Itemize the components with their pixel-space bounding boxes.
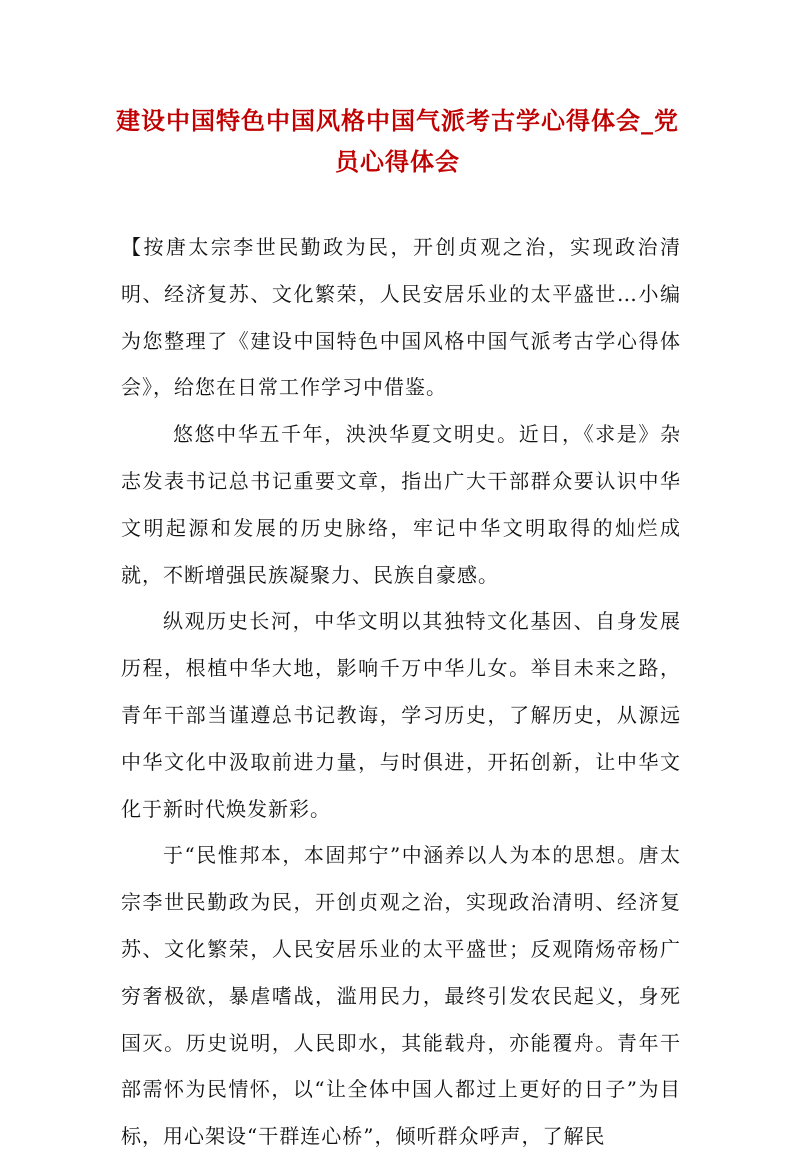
body-paragraph-1: 悠悠中华五千年，泱泱华夏文明史。近日，《求是》杂志发表书记总书记重要文章，指出广大干部群众要认识中华文明起源和发展的历史脉络，牢记中华文明取得的灿烂成就，不断增强民族凝聚力、民族自豪感。 [121,422,681,587]
body-paragraph-3: 于“民惟邦本，本固邦宁”中涵养以人为本的思想。唐太宗李世民勤政为民，开创贞观之治，实现政治清明、经济复苏、文化繁荣，人民安居乐业的太平盛世；反观隋炀帝杨广穷奢极欲，暴虐嗜战，滥用民力，最终引发农民起义，身死国灭。历史说明，人民即水，其能载舟，亦能覆舟。青年干部需怀为民情怀，以“让全体中国人都过上更好的日子”为目标，用心架设“干群连心桥”，倾听群众呼声，了解民 [121,843,681,1149]
document-title-line-2: 员心得体会 [335,147,460,176]
body-paragraph-2: 纵观历史长河，中华文明以其独特文化基因、自身发展历程，根植中华大地，影响千万中华儿女。举目未来之路，青年干部当谨遵总书记教诲，学习历史，了解历史，从源远中华文化中汲取前进力量，与时俱进，开拓创新，让中华文化于新时代焕发新彩。 [121,609,681,821]
intro-paragraph: 【按唐太宗李世民勤政为民，开创贞观之治，实现政治清明、经济复苏、文化繁荣，人民安居乐业的太平盛世…小编为您整理了《建设中国特色中国风格中国气派考古学心得体会》，给您在日常工作学习中借鉴。 [121,235,681,400]
document-body [121,224,681,1160]
document-title-line-1: 建设中国特色中国风格中国气派考古学心得体会_党 [116,106,679,135]
